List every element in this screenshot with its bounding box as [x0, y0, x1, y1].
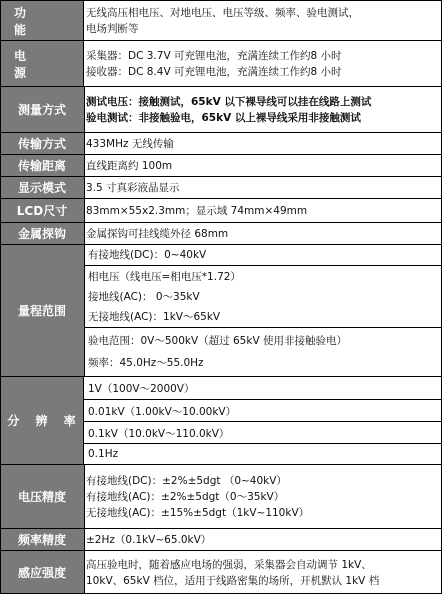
value-line: 高压验电时，随着感应电场的强弱，采集器会自动调节 1kV、 — [86, 558, 372, 571]
row-value — [86, 199, 438, 222]
row-function — [0, 0, 442, 40]
row-label: 感应强度 — [0, 551, 85, 594]
value-line: 测试电压：接触测试，65kV 以下裸导线可以挂在线路上测试 — [86, 95, 372, 108]
row-value — [86, 1, 438, 40]
row-accuracy — [0, 464, 442, 528]
row-display — [0, 176, 442, 198]
row-label: 传输距离 — [0, 155, 85, 176]
row-label: 频率精度 — [0, 529, 85, 550]
value-line: 无线高压相电压、对地电压、电压等级、频率、验电测试， — [86, 6, 359, 19]
value-line: 3.5 寸真彩液晶显示 — [86, 181, 180, 194]
row-frequency — [0, 528, 442, 550]
value-line: 金属探钩可挂线缆外径 68mm — [86, 227, 229, 240]
value-line: 电场判断等 — [86, 22, 139, 35]
value-line: 无接地线(AC)：1kV～65kV — [88, 311, 221, 323]
row-label: 电 源 — [0, 41, 84, 86]
row-lcd — [0, 198, 442, 222]
row-value — [86, 155, 438, 176]
value-line: 有接地线(DC)：±2%±5dgt （0~40kV） — [86, 474, 287, 487]
value-line: 直线距离约 100m — [86, 159, 173, 172]
value-line: 83mm×55x2.3mm；显示域 74mm×49mm — [86, 204, 308, 217]
range-group — [84, 265, 442, 327]
row-value — [86, 177, 438, 198]
row-range — [0, 244, 442, 376]
value-line: 无接地线(AC)：±15%±5dgt（1kV~110kV） — [86, 506, 310, 519]
value-line: 0.01kV（1.00kV～10.00kV） — [88, 406, 237, 418]
row-sensitivity — [0, 550, 442, 594]
row-resolution — [0, 376, 442, 464]
value-line: 频率：45.0Hz～55.0Hz — [88, 357, 204, 369]
row-value — [86, 551, 438, 594]
row-label: 分 辨 率 — [0, 377, 84, 464]
value-line: 433MHz 无线传输 — [86, 137, 174, 150]
value-line: 接收器：DC 8.4V 可充锂电池，充满连续工作约8 小时 — [86, 65, 342, 78]
value-line: 验电范围：0V～500kV（超过 65kV 使用非接触验电） — [88, 335, 347, 347]
value-line: 有接地线(DC)：0~40kV — [88, 249, 207, 261]
value-line: 验电测试：非接触验电，65kV 以上裸导线采用非接触测试 — [86, 111, 361, 124]
row-label: 电压精度 — [0, 465, 85, 528]
row-label: 功 能 — [0, 1, 84, 40]
row-value — [86, 465, 438, 528]
value-line: 1V（100V～2000V） — [88, 383, 195, 395]
value-line: 相电压（线电压=相电压*1.72） — [88, 271, 241, 283]
row-value — [86, 41, 438, 86]
row-transmission — [0, 132, 442, 154]
row-label: 量程范围 — [0, 245, 85, 376]
range-group — [84, 245, 442, 265]
resolution-cell — [84, 443, 442, 465]
range-group — [84, 327, 442, 377]
row-label: 传输方式 — [0, 133, 85, 154]
value-line: 采集器：DC 3.7V 可充锂电池，充满连续工作约8 小时 — [86, 49, 342, 62]
value-line: 10kV、65kV 档位，适用于线路密集的场所，开机默认 1kV 档 — [86, 574, 380, 587]
row-value — [86, 87, 438, 132]
row-label: 测量方式 — [0, 87, 85, 132]
value-line: 有接地线(AC)：±2%±5dgt（0～35kV） — [86, 490, 285, 503]
row-label: 显示模式 — [0, 177, 85, 198]
resolution-cell — [84, 377, 442, 399]
value-line: 0.1kV（10.0kV～110.0kV） — [88, 428, 230, 440]
row-measure — [0, 86, 442, 132]
row-label: 金属探钩 — [0, 223, 85, 244]
row-value — [86, 223, 438, 244]
row-power — [0, 40, 442, 86]
resolution-cell — [84, 399, 442, 421]
row-label: LCD尺寸 — [0, 199, 85, 222]
value-line: 接地线(AC)： 0～35kV — [88, 291, 200, 303]
value-line: 0.1Hz — [88, 448, 119, 460]
row-distance — [0, 154, 442, 176]
row-value — [86, 529, 438, 550]
value-line: ±2Hz（0.1kV~65.0kV） — [86, 533, 212, 546]
row-hook — [0, 222, 442, 244]
resolution-cell — [84, 421, 442, 443]
row-value — [86, 133, 438, 154]
